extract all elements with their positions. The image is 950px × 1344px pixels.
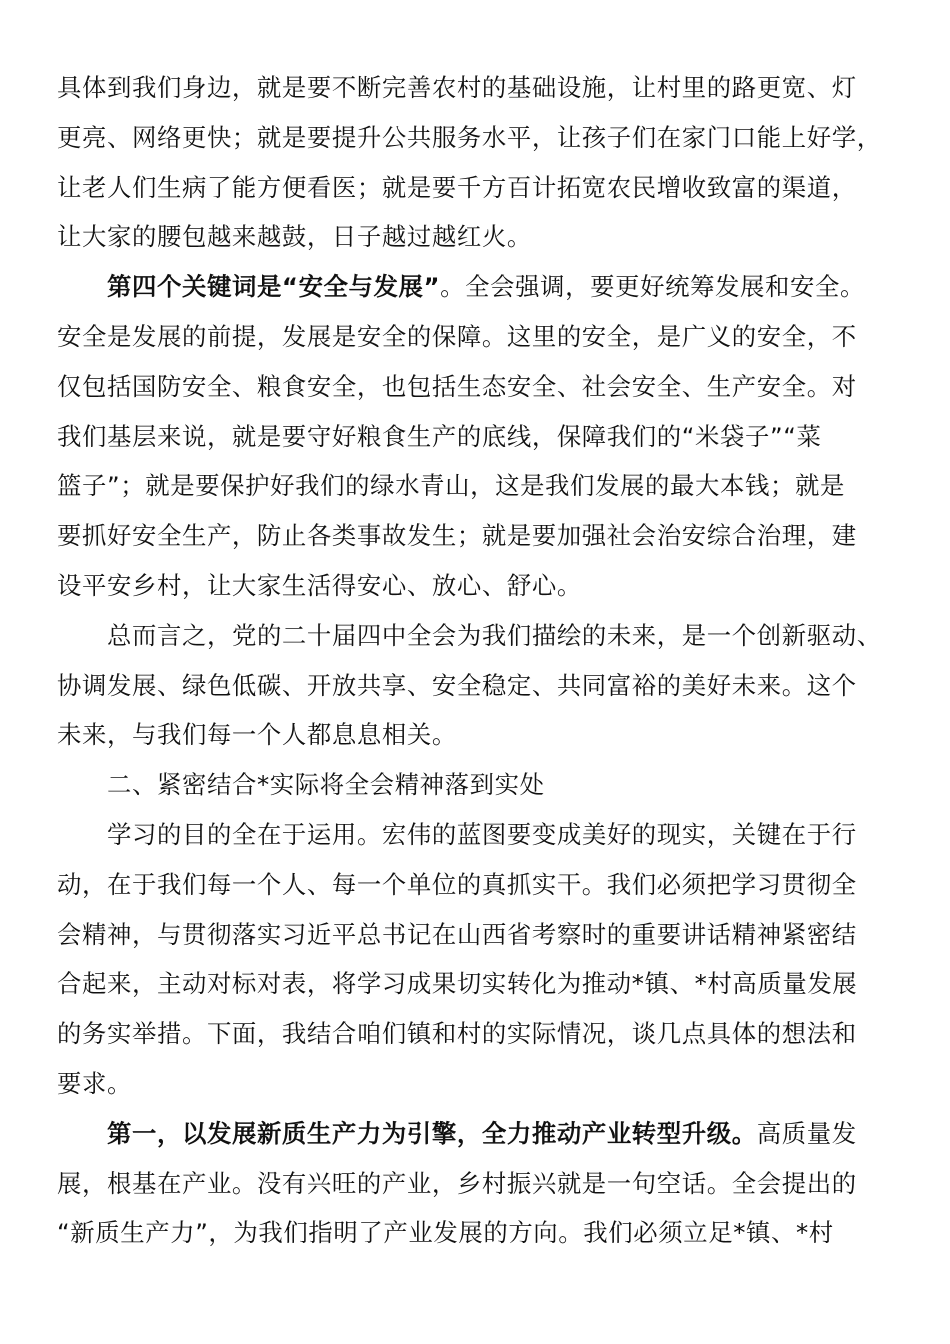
text-line-14: 未来，与我们每一个人都息息相关。 [57,720,457,750]
text-line-8: 我们基层来说，就是要守好粮食生产的底线，保障我们的“米袋子”“菜 [57,421,822,451]
text-line-9: 篮子”；就是要保护好我们的绿水青山，这是我们发展的最大本钱；就是 [57,471,845,501]
point-one-heading: 第一，以发展新质生产力为引擎，全力推动产业转型升级。 [107,1118,757,1148]
text-line-24: “新质生产力”，为我们指明了产业发展的方向。我们必须立足*镇、*村 [57,1218,834,1248]
text-line-4: 让大家的腰包越来越鼓，日子越过越红火。 [57,222,532,252]
text-line-1: 具体到我们身边，就是要不断完善农村的基础设施，让村里的路更宽、灯 [57,73,857,102]
text-line-19: 合起来，主动对标对表，将学习成果切实转化为推动*镇、*村高质量发展 [57,969,858,999]
text-line-7: 仅包括国防安全、粮食安全，也包括生态安全、社会安全、生产安全。对 [57,371,857,401]
document-page [57,68,897,1263]
point-one-heading-line: 第一，以发展新质生产力为引擎，全力推动产业转型升级。高质量发 [107,1118,857,1148]
text-line-13: 协调发展、绿色低碳、开放共享、安全稳定、共同富裕的美好未来。这个 [57,670,857,700]
keyword-heading-line: 第四个关键词是“安全与发展”。全会强调，要更好统筹发展和安全。 [107,272,865,302]
keyword-heading: 第四个关键词是“安全与发展” [107,272,441,302]
text-line-23: 展，根基在产业。没有兴旺的产业，乡村振兴就是一句空话。全会提出的 [57,1168,857,1198]
text-line-2: 更亮、网络更快；就是要提升公共服务水平，让孩子们在家门口能上好学， [57,122,882,152]
section-paragraph-start: 学习的目的全在于运用。宏伟的蓝图要变成美好的现实，关键在于行 [107,819,857,849]
summary-paragraph-start: 总而言之，党的二十届四中全会为我们描绘的未来，是一个创新驱动、 [107,620,882,650]
text-line-11: 设平安乡村，让大家生活得安心、放心、舒心。 [57,570,582,600]
text-line-17: 动，在于我们每一个人、每一个单位的真抓实干。我们必须把学习贯彻全 [57,869,857,899]
section-heading: 二、紧密结合*实际将全会精神落到实处 [107,770,545,800]
text-line-18: 会精神，与贯彻落实习近平总书记在山西省考察时的重要讲话精神紧密结 [57,919,857,949]
text-line-6: 安全是发展的前提，发展是安全的保障。这里的安全，是广义的安全，不 [57,321,857,351]
text-line-3: 让老人们生病了能方便看医；就是要千方百计拓宽农民增收致富的渠道， [57,172,857,202]
text-line-20: 的务实举措。下面，我结合咱们镇和村的实际情况，谈几点具体的想法和 [57,1019,857,1049]
text-line-10: 要抓好安全生产，防止各类事故发生；就是要加强社会治安综合治理，建 [57,521,857,551]
text-line-21: 要求。 [57,1068,132,1098]
